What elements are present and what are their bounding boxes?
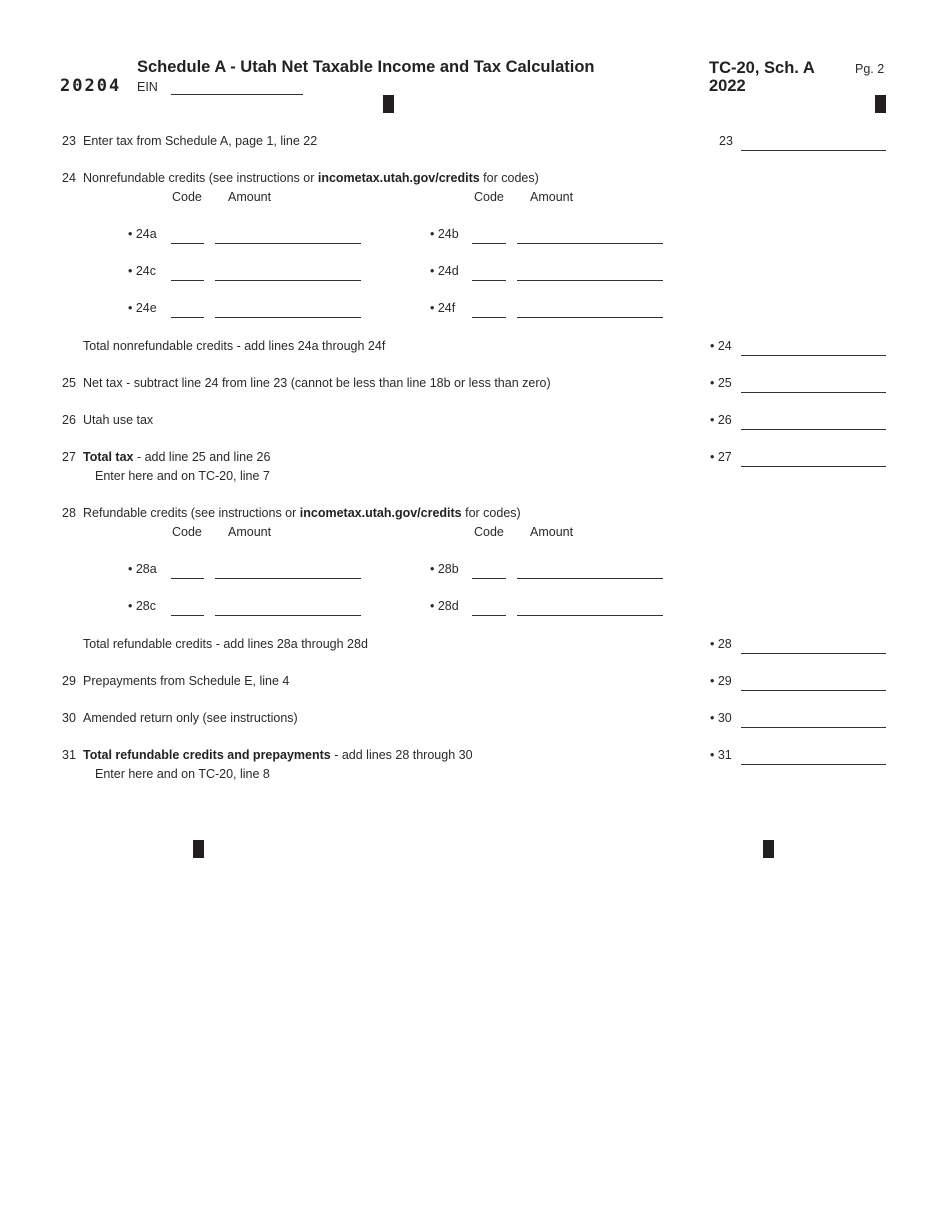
code-column-header: Code bbox=[474, 190, 504, 204]
line-24-number: 24 bbox=[62, 171, 76, 185]
line-24a-amount-field[interactable] bbox=[215, 243, 361, 244]
line-24b-amount-field[interactable] bbox=[517, 243, 663, 244]
line-25-label: Net tax - subtract line 24 from line 23 (cannot be less than line 18b or less than zero) bbox=[83, 376, 551, 390]
line-28b-code-field[interactable] bbox=[472, 578, 506, 579]
line-24c-amount-field[interactable] bbox=[215, 280, 361, 281]
line-23-label: Enter tax from Schedule A, page 1, line 22 bbox=[83, 134, 318, 148]
line-29-number: 29 bbox=[62, 674, 76, 688]
line-24e-code-field[interactable] bbox=[171, 317, 204, 318]
line-30-number: 30 bbox=[62, 711, 76, 725]
line-24-label: Nonrefundable credits (see instructions or incometax.utah.gov/credits for codes) bbox=[83, 171, 539, 185]
line-28c-amount-field[interactable] bbox=[215, 615, 361, 616]
page-number: Pg. 2 bbox=[855, 62, 885, 76]
line-28a-amount-field[interactable] bbox=[215, 578, 361, 579]
line-25-number: 25 bbox=[62, 376, 76, 390]
line-24a-code-field[interactable] bbox=[171, 243, 204, 244]
line-28b-label: • 28b bbox=[430, 562, 459, 576]
registration-mark bbox=[383, 95, 394, 113]
line-28a-label: • 28a bbox=[128, 562, 157, 576]
line-31-label: Total refundable credits and prepayments - add lines 28 through 30 bbox=[83, 748, 473, 762]
line-24c-code-field[interactable] bbox=[171, 280, 204, 281]
amount-column-header: Amount bbox=[530, 525, 574, 539]
form-year: 2022 bbox=[709, 77, 746, 95]
page-title: Schedule A - Utah Net Taxable Income and Tax Calculation bbox=[137, 58, 595, 76]
line-28-label: Refundable credits (see instructions or incometax.utah.gov/credits for codes) bbox=[83, 506, 521, 520]
line-28-amount-field[interactable] bbox=[741, 653, 886, 654]
line-24b-label: • 24b bbox=[430, 227, 459, 241]
form-code: 20204 bbox=[60, 76, 122, 96]
form-id: TC-20, Sch. A bbox=[709, 59, 815, 77]
ein-field[interactable] bbox=[171, 94, 303, 95]
line-28d-label: • 28d bbox=[430, 599, 459, 613]
line-27-note: Enter here and on TC-20, line 7 bbox=[95, 469, 270, 483]
line-26-number: 26 bbox=[62, 413, 76, 427]
line-24-total-label: Total nonrefundable credits - add lines 24a through 24f bbox=[83, 339, 386, 353]
line-24-box-label: • 24 bbox=[710, 339, 732, 353]
line-23-number: 23 bbox=[62, 134, 76, 148]
line-28d-amount-field[interactable] bbox=[517, 615, 663, 616]
line-24e-label: • 24e bbox=[128, 301, 157, 315]
line-24d-label: • 24d bbox=[430, 264, 459, 278]
line-24-amount-field[interactable] bbox=[741, 355, 886, 356]
line-31-number: 31 bbox=[62, 748, 76, 762]
line-27-box-label: • 27 bbox=[710, 450, 732, 464]
code-column-header: Code bbox=[172, 525, 202, 539]
registration-mark bbox=[875, 95, 886, 113]
line-25-box-label: • 25 bbox=[710, 376, 732, 390]
line-28c-label: • 28c bbox=[128, 599, 157, 613]
line-26-box-label: • 26 bbox=[710, 413, 732, 427]
line-28-number: 28 bbox=[62, 506, 76, 520]
line-28b-amount-field[interactable] bbox=[517, 578, 663, 579]
line-24a-label: • 24a bbox=[128, 227, 157, 241]
line-25-amount-field[interactable] bbox=[741, 392, 886, 393]
line-24c-label: • 24c bbox=[128, 264, 157, 278]
line-31-amount-field[interactable] bbox=[741, 764, 886, 765]
amount-column-header: Amount bbox=[530, 190, 574, 204]
line-29-amount-field[interactable] bbox=[741, 690, 886, 691]
line-24d-code-field[interactable] bbox=[472, 280, 506, 281]
line-27-label: Total tax - add line 25 and line 26 bbox=[83, 450, 271, 464]
line-30-box-label: • 30 bbox=[710, 711, 732, 725]
line-24f-code-field[interactable] bbox=[472, 317, 506, 318]
line-28d-code-field[interactable] bbox=[472, 615, 506, 616]
amount-column-header: Amount bbox=[228, 525, 272, 539]
line-31-box-label: • 31 bbox=[710, 748, 732, 762]
line-29-box-label: • 29 bbox=[710, 674, 732, 688]
ein-label: EIN bbox=[137, 80, 158, 94]
code-column-header: Code bbox=[172, 190, 202, 204]
line-23-box-label: 23 bbox=[719, 134, 733, 148]
line-31-note: Enter here and on TC-20, line 8 bbox=[95, 767, 270, 781]
registration-mark bbox=[193, 840, 204, 858]
amount-column-header: Amount bbox=[228, 190, 272, 204]
code-column-header: Code bbox=[474, 525, 504, 539]
registration-mark bbox=[763, 840, 774, 858]
line-24d-amount-field[interactable] bbox=[517, 280, 663, 281]
line-29-label: Prepayments from Schedule E, line 4 bbox=[83, 674, 290, 688]
line-28a-code-field[interactable] bbox=[171, 578, 204, 579]
line-28c-code-field[interactable] bbox=[171, 615, 204, 616]
line-23-amount-field[interactable] bbox=[741, 150, 886, 151]
line-24f-amount-field[interactable] bbox=[517, 317, 663, 318]
line-27-number: 27 bbox=[62, 450, 76, 464]
line-24f-label: • 24f bbox=[430, 301, 456, 315]
line-24b-code-field[interactable] bbox=[472, 243, 506, 244]
line-28-total-label: Total refundable credits - add lines 28a through 28d bbox=[83, 637, 368, 651]
line-24e-amount-field[interactable] bbox=[215, 317, 361, 318]
line-30-label: Amended return only (see instructions) bbox=[83, 711, 298, 725]
line-26-amount-field[interactable] bbox=[741, 429, 886, 430]
line-26-label: Utah use tax bbox=[83, 413, 154, 427]
line-27-amount-field[interactable] bbox=[741, 466, 886, 467]
line-30-amount-field[interactable] bbox=[741, 727, 886, 728]
line-28-box-label: • 28 bbox=[710, 637, 732, 651]
